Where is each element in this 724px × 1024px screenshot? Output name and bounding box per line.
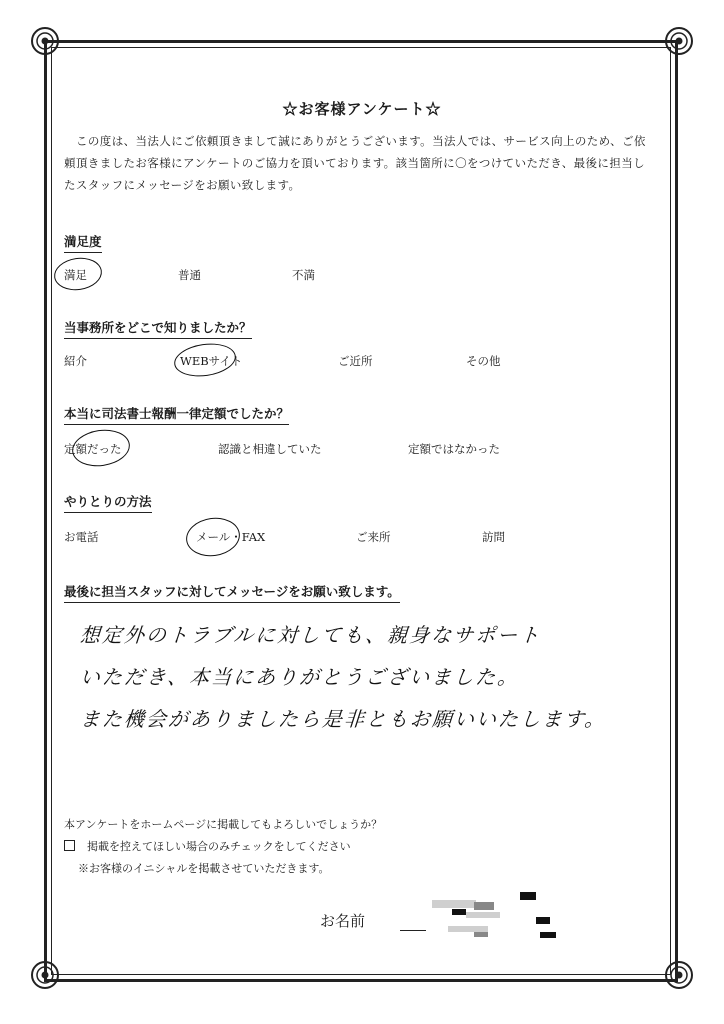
option-other[interactable]: その他 bbox=[466, 354, 501, 368]
corner-ornament-icon bbox=[30, 960, 60, 990]
contact-heading: やりとりの方法 bbox=[64, 494, 152, 513]
option-unsatisfied[interactable]: 不満 bbox=[292, 268, 315, 282]
option-visit-office[interactable]: ご来所 bbox=[356, 530, 391, 544]
initials-note: ※お客様のイニシャルを掲載させていただきます。 bbox=[78, 862, 330, 875]
option-different[interactable]: 認識と相違していた bbox=[218, 442, 322, 456]
name-label: お名前 bbox=[320, 912, 366, 930]
option-phone[interactable]: お電話 bbox=[64, 530, 99, 544]
option-mail-fax[interactable]: メール・FAX bbox=[196, 530, 266, 544]
corner-ornament-icon bbox=[30, 26, 60, 56]
publish-opt-out-label: 掲載を控えてほしい場合のみチェックをしてください bbox=[87, 840, 351, 853]
option-normal[interactable]: 普通 bbox=[178, 268, 201, 282]
corner-ornament-icon bbox=[664, 960, 694, 990]
survey-title: ☆お客様アンケート☆ bbox=[282, 100, 442, 118]
publish-opt-out[interactable] bbox=[64, 840, 351, 854]
publish-question: 本アンケートをホームページに掲載してもよろしいでしょうか？ bbox=[64, 818, 383, 831]
fee-heading: 本当に司法書士報酬一律定額でしたか？ bbox=[64, 406, 289, 425]
option-not-fixed[interactable]: 定額ではなかった bbox=[408, 442, 500, 456]
source-heading: 当事務所をどこで知りましたか？ bbox=[64, 320, 252, 339]
satisfaction-heading: 満足度 bbox=[64, 234, 102, 253]
name-underline bbox=[400, 930, 426, 931]
option-home-visit[interactable]: 訪問 bbox=[482, 530, 505, 544]
message-heading: 最後に担当スタッフに対してメッセージをお願い致します。 bbox=[64, 584, 400, 603]
option-fixed-fee[interactable]: 定額だった bbox=[64, 442, 122, 456]
handwritten-line-3: また機会がありましたら是非ともお願いいたします。 bbox=[79, 707, 608, 731]
intro-text: この度は、当法人にご依頼頂きまして誠にありがとうございます。当法人では、サービス向上のため、ご依頼頂きましたお客様にアンケートのご協力を頂いております。該当箇所に〇をつけていただき、最後に担当したスタッフにメッセージをお願い致します。 bbox=[64, 134, 646, 192]
handwritten-line-1: 想定外のトラブルに対しても、親身なサポート bbox=[79, 623, 543, 647]
option-referral[interactable]: 紹介 bbox=[64, 354, 87, 368]
option-website[interactable]: WEBサイト bbox=[180, 354, 243, 368]
corner-ornament-icon bbox=[664, 26, 694, 56]
option-satisfied[interactable]: 満足 bbox=[64, 268, 87, 282]
handwritten-line-2: いただき、本当にありがとうございました。 bbox=[79, 665, 521, 689]
option-neighborhood[interactable]: ご近所 bbox=[338, 354, 373, 368]
checkbox-icon[interactable] bbox=[64, 840, 75, 851]
